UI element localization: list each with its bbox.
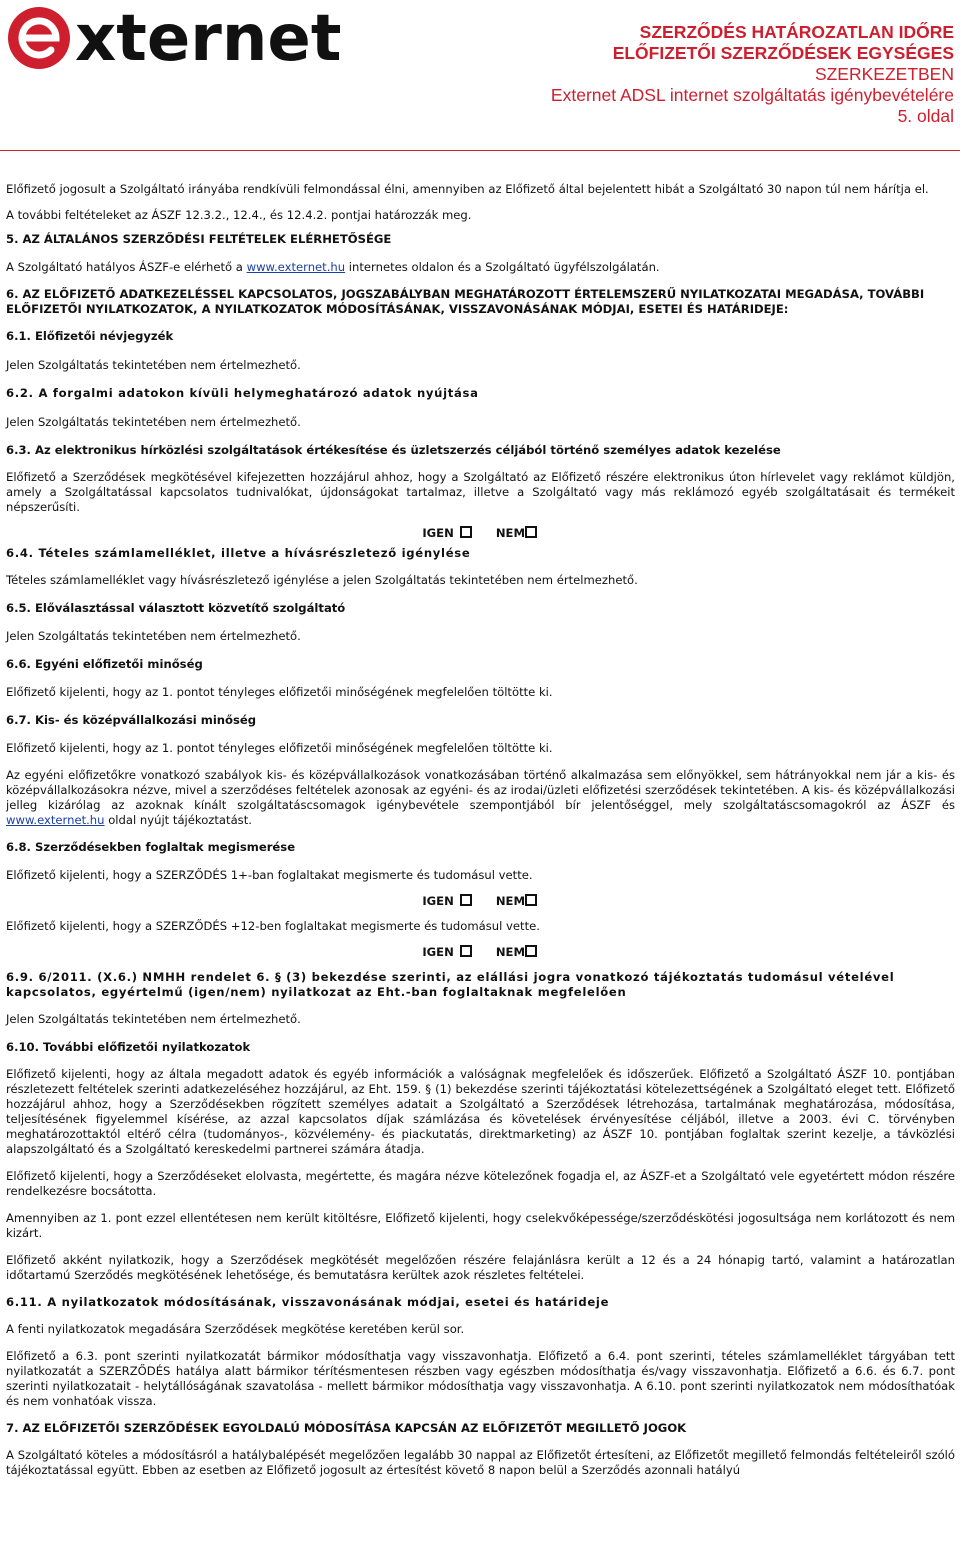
section-6-3-heading: 6.3. Az elektronikus hírközlési szolgáltatások értékesítése és üzletszerzés céljából történő személyes adatok kezelése	[6, 443, 781, 457]
consent-choice-6-8-b	[6, 945, 955, 960]
paragraph-termination: Előfizető jogosult a Szolgáltató irányába rendkívüli felmondással élni, amennyiben az Előfizető által bejelentett hibát a Szolgáltató 30 napon túl nem hárítja el.	[6, 182, 929, 196]
header-line-1: SZERZŐDÉS HATÁROZATLAN IDŐRE	[639, 22, 954, 42]
section-6-4-heading: 6.4. Tételes számlamelléklet, illetve a hívásrészletező igénylése	[6, 546, 471, 560]
paragraph-6-2: Jelen Szolgáltatás tekintetében nem értelmezhető.	[6, 415, 301, 429]
paragraph-6-10-a: Előfizető kijelenti, hogy az általa megadott adatok és egyéb információk a valóságnak megfelelőek és időszerűek. Előfizető a Szolgáltató ÁSZF 10. pontjában részletezett feltételek szerinti adatkezeléséhez hozzájárul, az Eht. 159. § (1) bekezdése szerinti tájékoztatási kötelezettségének a Szolgáltató eleget tett. Előfizető hozzájárul ahhoz, hogy a Szerződésekben rögzített személyes adatait a Szolgáltató a Szerződések létrehozása, tartalmának meghatározása, módosítása, teljesítésének figyelemmel kísérése, az azzal kapcsolatos díjak számlázása és követelések érvényesítése céljából, illetve a 2003. évi C. törvényben meghatározottaktól eltérő célra (tudományos-, közvélemény- és piackutatás, direktmarketing) az ÁSZF 10. pontjában foglaltak szerint kezelje, a távközlési alapszolgáltató és a Szolgáltató kereskedelmi partnerei számára átadja.	[6, 1067, 955, 1156]
section-6-11-heading: 6.11. A nyilatkozatok módosításának, visszavonásának módjai, esetei és határideje	[6, 1295, 610, 1309]
no-label: NEM	[495, 894, 525, 908]
paragraph-6-6: Előfizető kijelenti, hogy az 1. pontot tényleges előfizetői minőségének megfelelően töltötte ki.	[6, 685, 553, 699]
section-5-heading: 5. AZ ÁLTALÁNOS SZERZŐDÉSI FELTÉTELEK ELÉRHETŐSÉGE	[6, 232, 392, 246]
externet-link-2[interactable]: www.externet.hu	[6, 813, 105, 827]
document-body	[6, 182, 955, 1478]
paragraph-6-10-b: Előfizető kijelenti, hogy a Szerződéseket elolvasta, megértette, és magára nézve kötelezőnek fogadja el, az ÁSZF-et a Szolgáltató vele egyetértett módon részére rendelkezésre bocsátotta.	[6, 1169, 955, 1198]
page-number: 5. oldal	[897, 106, 954, 126]
section-6-6-heading: 6.6. Egyéni előfizetői minőség	[6, 657, 203, 671]
paragraph-6-7: Előfizető kijelenti, hogy az 1. pontot tényleges előfizetői minőségének megfelelően töltötte ki.	[6, 741, 553, 755]
no-checkbox[interactable]	[525, 526, 537, 538]
paragraph-aszf-availability: A Szolgáltató hatályos ÁSZF-e elérhető a www.externet.hu internetes oldalon és a Szolgáltató ügyfélszolgálatán.	[6, 260, 660, 274]
header-divider	[0, 150, 960, 151]
paragraph-6-11-b: Előfizető a 6.3. pont szerinti nyilatkozatát bármikor módosíthatja vagy visszavonhatja. Előfizető a 6.4. pont szerinti, tételes számlamelléklet tárgyában tett nyilatkozatát a SZERZŐDÉS hatálya alatt bármikor térítésmentesen részben vagy egészben módosíthatja és/vagy visszavonhatja. Előfizető a 6.6. és 6.7. pont szerinti nyilatkozatait - helytállóságának szavatolása - mellett bármikor módosíthatja vagy visszavonhatja. A 6.10. pont szerinti nyilatkozatok nem módosíthatóak és nem vonhatóak vissza.	[6, 1349, 955, 1408]
no-label: NEM	[495, 945, 525, 959]
no-label: NEM	[495, 526, 525, 540]
header-line-4: Externet ADSL internet szolgáltatás igénybevételére	[550, 85, 954, 105]
header-line-2: ELŐFIZETŐI SZERZŐDÉSEK EGYSÉGES	[612, 43, 954, 63]
paragraph-6-3: Előfizető a Szerződések megkötésével kifejezetten hozzájárul ahhoz, hogy a Szolgáltató az Előfizető részére elektronikus úton hírlevelet vagy reklámot küldjön, amely a Szolgáltatással kapcsolatos tudnivalókat, újdonságokat tartalmaz, illetve a Szolgáltató vagy más reklámozó egyéb szolgáltatásait és termékeit népszerűsíti.	[6, 470, 955, 514]
logo-wordmark: xternet	[75, 2, 342, 70]
paragraph-6-9: Jelen Szolgáltatás tekintetében nem értelmezhető.	[6, 1012, 301, 1026]
paragraph-7: A Szolgáltató köteles a módosításról a hatálybalépését megelőzően legalább 30 nappal az Előfizetőt értesíteni, az Előfizetőt megillető felmondás feltételeiről szóló tájékoztatással együtt. Ebben az esetben az Előfizető jogosult az értesítést követő 8 napon belül a Szerződés azonnali hatályú	[6, 1448, 955, 1477]
yes-checkbox[interactable]	[460, 894, 472, 906]
section-6-5-heading: 6.5. Előválasztással választott közvetítő szolgáltató	[6, 601, 346, 615]
header-line-3: SZERKEZETBEN	[814, 64, 954, 84]
yes-label: IGEN	[422, 945, 454, 959]
paragraph-6-8-b: Előfizető kijelenti, hogy a SZERZŐDÉS +12-ben foglaltakat megismerte és tudomásul vette.	[6, 919, 540, 933]
no-checkbox[interactable]	[525, 945, 537, 957]
paragraph-6-5: Jelen Szolgáltatás tekintetében nem értelmezhető.	[6, 629, 301, 643]
externet-link[interactable]: www.externet.hu	[246, 260, 346, 274]
externet-e-logo	[5, 2, 365, 70]
paragraph-6-8-a: Előfizető kijelenti, hogy a SZERZŐDÉS 1+-ban foglaltakat megismerte és tudomásul vette.	[6, 868, 533, 882]
section-6-8-heading: 6.8. Szerződésekben foglaltak megismerése	[6, 840, 296, 854]
section-7-heading: 7. AZ ELŐFIZETŐI SZERZŐDÉSEK EGYOLDALÚ MÓDOSÍTÁSA KAPCSÁN AZ ELŐFIZETŐT MEGILLETŐ JOGOK	[6, 1421, 687, 1435]
yes-checkbox[interactable]	[460, 945, 472, 957]
paragraph-6-4: Tételes számlamelléklet vagy hívásrészletező igénylése a jelen Szolgáltatás tekintetében nem értelmezhető.	[6, 573, 638, 587]
section-6-heading: 6. AZ ELŐFIZETŐ ADATKEZELÉSSEL KAPCSOLATOS, JOGSZABÁLYBAN MEGHATÁROZOTT ÉRTELEMSZERŰ NYILATKOZATAI MEGADÁSA, TOVÁBBI ELŐFIZETŐI NYILATKOZATOK, A NYILATKOZATOK MÓDOSÍTÁSÁNAK, VISSZAVONÁSÁNAK MÓDJAI, ESETEI ÉS HATÁRIDEJE:	[6, 287, 925, 316]
consent-choice-6-8-a	[6, 894, 955, 909]
section-6-10-heading: 6.10. További előfizetői nyilatkozatok	[6, 1040, 251, 1054]
paragraph-6-7-sme: Az egyéni előfizetőkre vonatkozó szabályok kis- és középvállalkozások vonatkozásában történő alkalmazása sem előnyökkel, sem hátrányokkal nem jár a kis- és középvállalkozásokra nézve, mivel a szerződéses feltételek azonosak az egyéni- és az irodai/üzleti előfizetési szerződések tekintetében. A kis- és középvállalkozási jelleg kizárólag az azoknak kínált szolgáltatáscsomagok igénybevétele szempontjából bír jelentőséggel, mely szolgáltatáscsomagokról az ÁSZF és www.externet.hu oldal nyújt tájékoztatást.	[6, 768, 955, 827]
yes-label: IGEN	[422, 526, 454, 540]
paragraph-6-1: Jelen Szolgáltatás tekintetében nem értelmezhető.	[6, 358, 301, 372]
no-checkbox[interactable]	[525, 894, 537, 906]
section-6-2-heading: 6.2. A forgalmi adatokon kívüli helymeghatározó adatok nyújtása	[6, 386, 479, 400]
paragraph-6-10-d: Előfizető akként nyilatkozik, hogy a Szerződések megkötését megelőzően részére felajánlásra került a 12 és a 24 hónapig tartó, valamint a határozatlan időtartamú Szerződés megkötésének lehetősége, és bemutatásra kerültek azok részletes feltételei.	[6, 1253, 955, 1282]
yes-checkbox[interactable]	[460, 526, 472, 538]
document-header	[551, 22, 954, 127]
section-6-1-heading: 6.1. Előfizetői névjegyzék	[6, 329, 174, 343]
consent-choice-6-3	[6, 526, 955, 541]
paragraph-6-11-a: A fenti nyilatkozatok megadására Szerződések megkötése keretében kerül sor.	[6, 1322, 465, 1336]
paragraph-further-terms: A további feltételeket az ÁSZF 12.3.2., 12.4., és 12.4.2. pontjai határozzák meg.	[6, 208, 472, 222]
section-6-9-heading: 6.9. 6/2011. (X.6.) NMHH rendelet 6. § (3) bekezdése szerinti, az elállási jogra vonatkozó tájékoztatás tudomásul vételével kapcsolatos, egyértelmű (igen/nem) nyilatkozat az Eht.-ban foglaltaknak megfelelően	[6, 970, 895, 999]
yes-label: IGEN	[422, 894, 454, 908]
paragraph-6-10-c: Amennyiben az 1. pont ezzel ellentétesen nem került kitöltésre, Előfizető kijelenti, hogy cselekvőképessége/szerződéskötési jogosultsága nem korlátozott és nem kizárt.	[6, 1211, 955, 1240]
section-6-7-heading: 6.7. Kis- és középvállalkozási minőség	[6, 713, 257, 727]
